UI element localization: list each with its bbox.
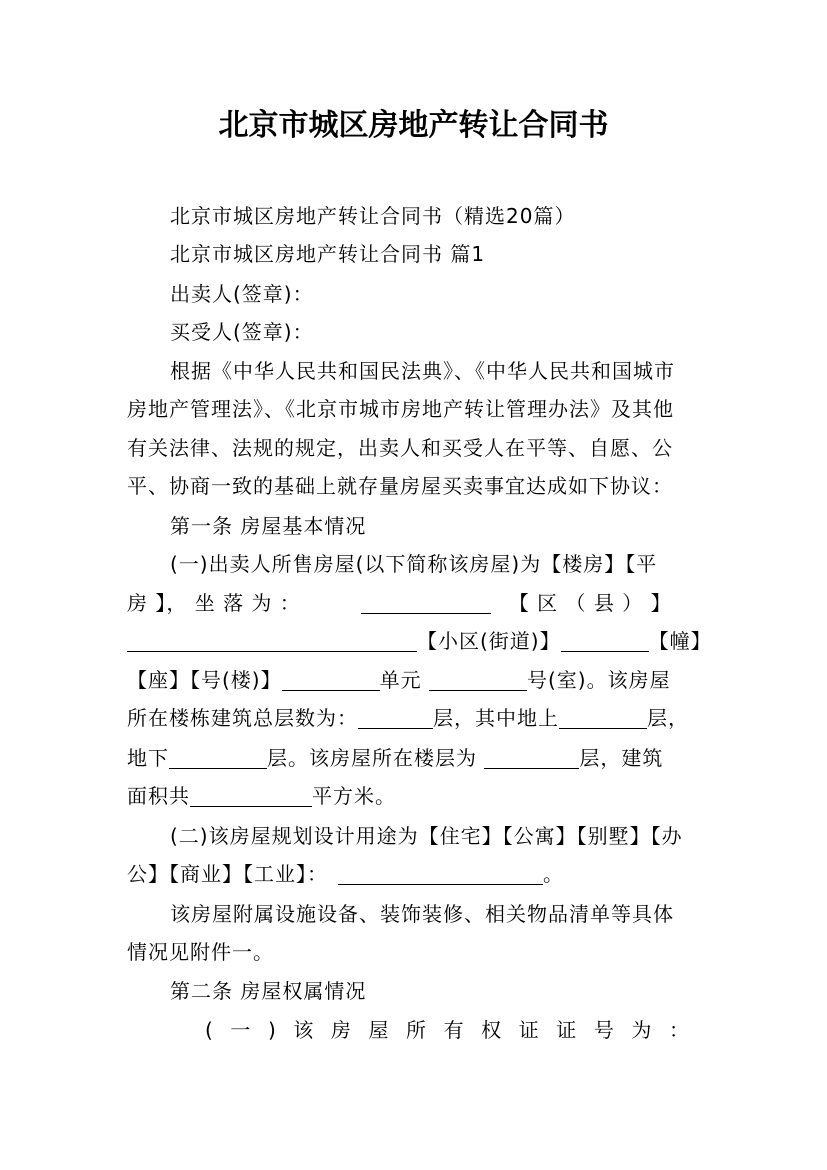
text-fragment: 层。该房屋所在楼层为 [267, 746, 477, 770]
blank-field[interactable] [169, 748, 267, 769]
text-line: 平、协商一致的基础上就存量房屋买卖事宜达成如下协议： [127, 474, 673, 498]
text-line: 根据《中华人民共和国民法典》、《中华人民共和国城市 [170, 359, 675, 383]
section-heading: 第二条 房屋权属情况 [170, 979, 367, 1003]
text-fragment: 地下 [127, 746, 169, 770]
text-fragment: 【 区 （ 县 ） 】 [508, 591, 672, 615]
text-line: 北京市城区房地产转让合同书 篇1 [170, 242, 486, 266]
blank-field[interactable] [338, 864, 543, 885]
text-line: 有关法律、法规的规定，出卖人和买受人在平等、自愿、公 [127, 436, 673, 460]
text-line [127, 780, 707, 809]
text-line [127, 625, 712, 654]
text-fragment: 所在楼栋建筑总层数为： [127, 706, 358, 730]
blank-field[interactable] [561, 631, 649, 652]
text-fragment: 【座】【号(楼)】 [127, 668, 282, 692]
text-line: (一)该房屋所有权证证号为： [205, 1018, 690, 1042]
text-line [127, 742, 707, 771]
text-line [127, 858, 707, 887]
text-fragment: 单元 [379, 668, 422, 692]
text-fragment: 面积共 [127, 784, 190, 808]
blank-field[interactable] [282, 670, 380, 691]
blank-field[interactable] [559, 708, 647, 729]
text-fragment: 号(室)。该房屋 [526, 668, 671, 692]
text-fragment: 【幢】 [648, 629, 712, 653]
text-fragment: 层，建筑 [579, 746, 664, 770]
text-line: 出卖人(签章)： [170, 282, 314, 306]
text-fragment: 层， [647, 706, 689, 730]
text-fragment: 公】【商业】【工业】： [127, 862, 328, 886]
text-line: 买受人(签章)： [170, 320, 314, 344]
text-line [127, 587, 707, 616]
blank-field[interactable] [358, 708, 433, 729]
text-line: 情况见附件一。 [127, 940, 274, 964]
text-fragment: 房 】， 坐 落 为 ： [127, 591, 301, 615]
blank-field[interactable] [484, 748, 579, 769]
blank-field[interactable] [429, 670, 527, 691]
text-fragment: 层，其中地上 [433, 706, 559, 730]
text-line [127, 702, 707, 731]
text-fragment: 平方米。 [312, 784, 396, 808]
text-fragment: 【小区(街道)】 [417, 629, 561, 653]
blank-field[interactable] [361, 593, 491, 614]
text-line: 该房屋附属设施设备、装饰装修、相关物品清单等具体 [170, 902, 674, 926]
text-fragment: 。 [543, 862, 564, 886]
text-line: (二)该房屋规划设计用途为【住宅】【公寓】【别墅】【办 [170, 824, 683, 848]
section-heading: 第一条 房屋基本情况 [170, 514, 367, 538]
text-line: (一)出卖人所售房屋(以下简称该房屋)为【楼房】【平 [170, 552, 658, 576]
document-title: 北京市城区房地产转让合同书 [218, 108, 609, 143]
blank-field[interactable] [190, 786, 312, 807]
text-line [127, 664, 707, 693]
blank-field[interactable] [127, 631, 417, 652]
text-line: 房地产管理法》、《北京市城市房地产转让管理办法》及其他 [127, 397, 674, 421]
text-line: 北京市城区房地产转让合同书（精选20篇） [170, 204, 576, 228]
